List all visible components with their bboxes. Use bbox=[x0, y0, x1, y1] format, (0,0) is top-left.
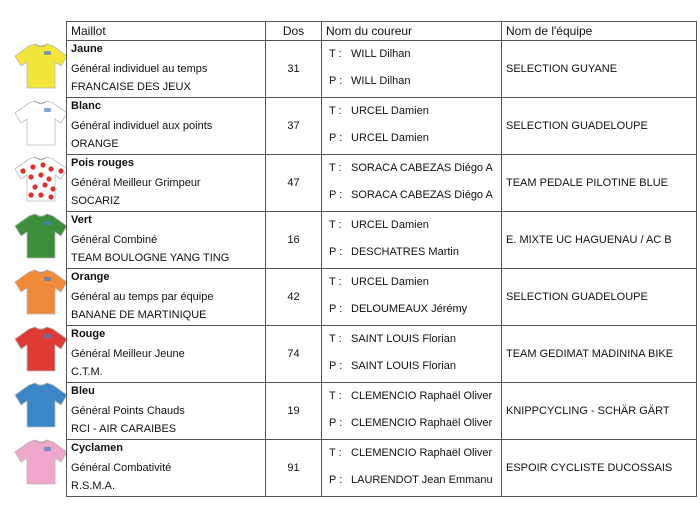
classification: Général Meilleur Grimpeur bbox=[71, 177, 201, 189]
header-dos: Dos bbox=[266, 22, 322, 41]
sponsor: RCI - AIR CARAIBES bbox=[71, 423, 177, 435]
table-row bbox=[67, 269, 697, 326]
p-label: P : bbox=[329, 474, 343, 486]
t-label: T : bbox=[329, 390, 342, 402]
jersey-name: Bleu bbox=[71, 385, 95, 397]
rider-p-line bbox=[329, 75, 411, 87]
rider-t-line bbox=[329, 162, 493, 174]
rider-t: SORACA CABEZAS Diégo A bbox=[351, 162, 493, 174]
header-equipe: Nom de l'équipe bbox=[502, 22, 697, 41]
rider-t: URCEL Damien bbox=[351, 276, 429, 288]
t-label: T : bbox=[329, 48, 342, 60]
t-label: T : bbox=[329, 276, 342, 288]
team-name: SELECTION GUADELOUPE bbox=[502, 269, 697, 326]
classification: Général au temps par équipe bbox=[71, 291, 214, 303]
rider-cell bbox=[322, 98, 502, 155]
sponsor: BANANE DE MARTINIQUE bbox=[71, 309, 207, 321]
maillot-cell bbox=[67, 383, 266, 440]
rider-p-line bbox=[329, 417, 492, 429]
classification: Général Combiné bbox=[71, 234, 158, 246]
rider-t: CLEMENCIO Raphaël Oliver bbox=[351, 390, 493, 402]
rider-p-line bbox=[329, 474, 493, 486]
p-label: P : bbox=[329, 246, 343, 258]
maillot-cell bbox=[67, 326, 266, 383]
sponsor: SOCARIZ bbox=[71, 195, 120, 207]
rider-p: CLEMENCIO Raphaël Oliver bbox=[351, 417, 493, 429]
red-jersey-icon bbox=[13, 325, 69, 373]
jersey-name: Blanc bbox=[71, 100, 101, 112]
table-row bbox=[67, 41, 697, 98]
yellow-jersey-icon bbox=[13, 42, 69, 90]
orange-jersey-icon bbox=[13, 268, 69, 316]
p-label: P : bbox=[329, 417, 343, 429]
team-name: SELECTION GUADELOUPE bbox=[502, 98, 697, 155]
maillot-cell bbox=[67, 98, 266, 155]
rider-cell bbox=[322, 155, 502, 212]
rider-p: SAINT LOUIS Florian bbox=[351, 360, 456, 372]
table-row bbox=[67, 212, 697, 269]
team-name: E. MIXTE UC HAGUENAU / AC B bbox=[502, 212, 697, 269]
jersey-name: Pois rouges bbox=[71, 157, 134, 169]
table-row bbox=[67, 440, 697, 497]
rider-p: DESCHATRES Martin bbox=[351, 246, 459, 258]
rider-t: WILL Dilhan bbox=[351, 48, 411, 60]
t-label: T : bbox=[329, 162, 342, 174]
jersey-name: Rouge bbox=[71, 328, 106, 340]
rider-cell bbox=[322, 440, 502, 497]
bib-number: 16 bbox=[266, 212, 322, 269]
rider-cell bbox=[322, 269, 502, 326]
rider-t-line bbox=[329, 105, 429, 117]
table-row bbox=[67, 326, 697, 383]
classification: Général individuel aux points bbox=[71, 120, 213, 132]
bib-number: 37 bbox=[266, 98, 322, 155]
rider-t: URCEL Damien bbox=[351, 105, 429, 117]
team-name: TEAM PEDALE PILOTINE BLUE bbox=[502, 155, 697, 212]
team-name: KNIPPCYCLING - SCHÄR GÄRT bbox=[502, 383, 697, 440]
t-label: T : bbox=[329, 219, 342, 231]
bib-number: 47 bbox=[266, 155, 322, 212]
rider-cell bbox=[322, 383, 502, 440]
header-coureur: Nom du coureur bbox=[322, 22, 502, 41]
sponsor: R.S.M.A. bbox=[71, 480, 116, 492]
white-jersey-icon bbox=[13, 99, 69, 147]
header-row bbox=[67, 22, 697, 41]
jersey-name: Vert bbox=[71, 214, 92, 226]
bib-number: 91 bbox=[266, 440, 322, 497]
bib-number: 19 bbox=[266, 383, 322, 440]
maillot-cell bbox=[67, 155, 266, 212]
sponsor: TEAM BOULOGNE YANG TING bbox=[71, 252, 230, 264]
rider-t: SAINT LOUIS Florian bbox=[351, 333, 456, 345]
rider-p-line bbox=[329, 189, 493, 201]
team-name: ESPOIR CYCLISTE DUCOSSAIS bbox=[502, 440, 697, 497]
rider-p: URCEL Damien bbox=[351, 132, 429, 144]
bib-number: 74 bbox=[266, 326, 322, 383]
maillot-cell bbox=[67, 440, 266, 497]
sponsor: ORANGE bbox=[71, 138, 119, 150]
rider-t-line bbox=[329, 333, 456, 345]
classification: Général Combativité bbox=[71, 462, 172, 474]
table-row bbox=[67, 98, 697, 155]
table-row bbox=[67, 383, 697, 440]
t-label: T : bbox=[329, 447, 342, 459]
rider-t-line bbox=[329, 48, 411, 60]
p-label: P : bbox=[329, 303, 343, 315]
sponsor: FRANCAISE DES JEUX bbox=[71, 81, 191, 93]
maillot-cell bbox=[67, 269, 266, 326]
p-label: P : bbox=[329, 189, 343, 201]
rider-t-line bbox=[329, 390, 492, 402]
t-label: T : bbox=[329, 333, 342, 345]
rider-cell bbox=[322, 326, 502, 383]
rider-p-line bbox=[329, 132, 429, 144]
rider-p: WILL Dilhan bbox=[351, 75, 411, 87]
blue-jersey-icon bbox=[13, 381, 69, 429]
green-jersey-icon bbox=[13, 212, 69, 260]
sponsor: C.T.M. bbox=[71, 366, 103, 378]
maillot-cell bbox=[67, 212, 266, 269]
t-label: T : bbox=[329, 105, 342, 117]
rider-p-line bbox=[329, 303, 467, 315]
bib-number: 31 bbox=[266, 41, 322, 98]
rider-p-line bbox=[329, 246, 459, 258]
classification-table bbox=[66, 21, 697, 497]
rider-cell bbox=[322, 41, 502, 98]
polka-dot-jersey-icon bbox=[13, 155, 69, 203]
rider-p: SORACA CABEZAS Diégo A bbox=[351, 189, 493, 201]
header-maillot: Maillot bbox=[67, 22, 266, 41]
jersey-name: Orange bbox=[71, 271, 110, 283]
rider-p: LAURENDOT Jean Emmanu bbox=[351, 474, 493, 486]
p-label: P : bbox=[329, 360, 343, 372]
p-label: P : bbox=[329, 132, 343, 144]
team-name: TEAM GEDIMAT MADININA BIKE bbox=[502, 326, 697, 383]
table-row bbox=[67, 155, 697, 212]
rider-t-line bbox=[329, 447, 492, 459]
rider-t-line bbox=[329, 219, 429, 231]
team-name: SELECTION GUYANE bbox=[502, 41, 697, 98]
rider-t: CLEMENCIO Raphaël Oliver bbox=[351, 447, 493, 459]
bib-number: 42 bbox=[266, 269, 322, 326]
rider-t-line bbox=[329, 276, 429, 288]
maillot-cell bbox=[67, 41, 266, 98]
jersey-name: Cyclamen bbox=[71, 442, 123, 454]
jersey-name: Jaune bbox=[71, 43, 103, 55]
classification: Général individuel au temps bbox=[71, 63, 208, 75]
p-label: P : bbox=[329, 75, 343, 87]
classification: Général Points Chauds bbox=[71, 405, 185, 417]
rider-t: URCEL Damien bbox=[351, 219, 429, 231]
rider-cell bbox=[322, 212, 502, 269]
pink-jersey-icon bbox=[13, 438, 69, 486]
rider-p-line bbox=[329, 360, 456, 372]
rider-p: DELOUMEAUX Jérémy bbox=[351, 303, 468, 315]
classification: Général Meilleur Jeune bbox=[71, 348, 185, 360]
